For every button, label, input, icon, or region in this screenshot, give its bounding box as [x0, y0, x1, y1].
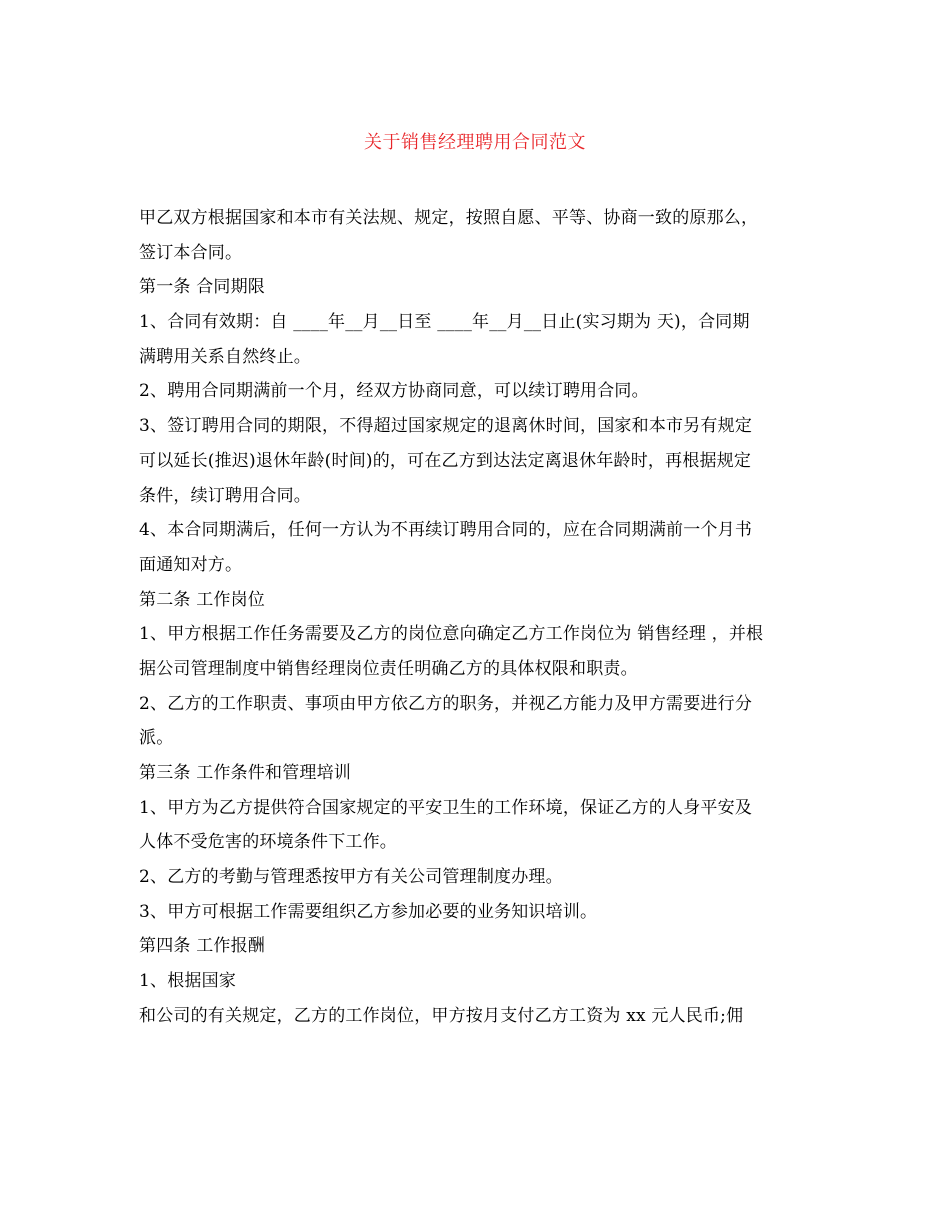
body-line: 4、本合同期满后，任何一方认为不再续订聘用合同的，应在合同期满前一个月书 — [139, 520, 753, 541]
body-line: 满聘用关系自然终止。 — [139, 346, 311, 367]
body-line: 面通知对方。 — [139, 554, 243, 575]
document-title: 关于销售经理聘用合同范文 — [364, 132, 586, 153]
body-line: 可以延长(推迟)退休年龄(时间)的，可在乙方到达法定离退休年龄时，再根据规定 — [139, 450, 752, 471]
body-line: 1、甲方根据工作任务需要及乙方的岗位意向确定乙方工作岗位为 销售经理 ，并根 — [139, 624, 764, 645]
body-line: 2、乙方的工作职责、事项由甲方依乙方的职务，并视乙方能力及甲方需要进行分 — [139, 693, 753, 714]
body-line: 1、合同有效期：自 ____年__月__日至 ____年__月__日止(实习期为 天)，合同期 — [139, 312, 750, 333]
body-line: 签订本合同。 — [139, 242, 243, 263]
section-heading: 第四条 工作报酬 — [139, 936, 266, 957]
body-line: 条件，续订聘用合同。 — [139, 485, 311, 506]
body-line: 人体不受危害的环境条件下工作。 — [139, 832, 397, 853]
body-line: 3、签订聘用合同的期限，不得超过国家规定的退离休时间，国家和本市另有规定 — [139, 416, 753, 437]
document-body — [139, 201, 819, 1034]
body-line: 1、甲方为乙方提供符合国家规定的平安卫生的工作环境，保证乙方的人身平安及 — [139, 797, 753, 818]
section-heading: 第三条 工作条件和管理培训 — [139, 763, 352, 783]
body-line: 和公司的有关规定，乙方的工作岗位，甲方按月支付乙方工资为 xx 元人民币;佣 — [139, 1005, 744, 1026]
body-line: 1、根据国家 — [139, 971, 237, 992]
section-heading: 第一条 合同期限 — [139, 277, 266, 298]
body-line: 据公司管理制度中销售经理岗位责任明确乙方的具体权限和职责。 — [139, 658, 638, 679]
body-line: 2、乙方的考勤与管理悉按甲方有关公司管理制度办理。 — [139, 867, 563, 888]
body-line: 甲乙双方根据国家和本市有关法规、规定，按照自愿、平等、协商一致的原那么， — [139, 208, 759, 228]
section-heading: 第二条 工作岗位 — [139, 589, 266, 610]
body-line: 派。 — [139, 728, 174, 749]
body-line: 3、甲方可根据工作需要组织乙方参加必要的业务知识培训。 — [139, 901, 598, 922]
body-line: 2、聘用合同期满前一个月，经双方协商同意，可以续订聘用合同。 — [139, 381, 649, 402]
